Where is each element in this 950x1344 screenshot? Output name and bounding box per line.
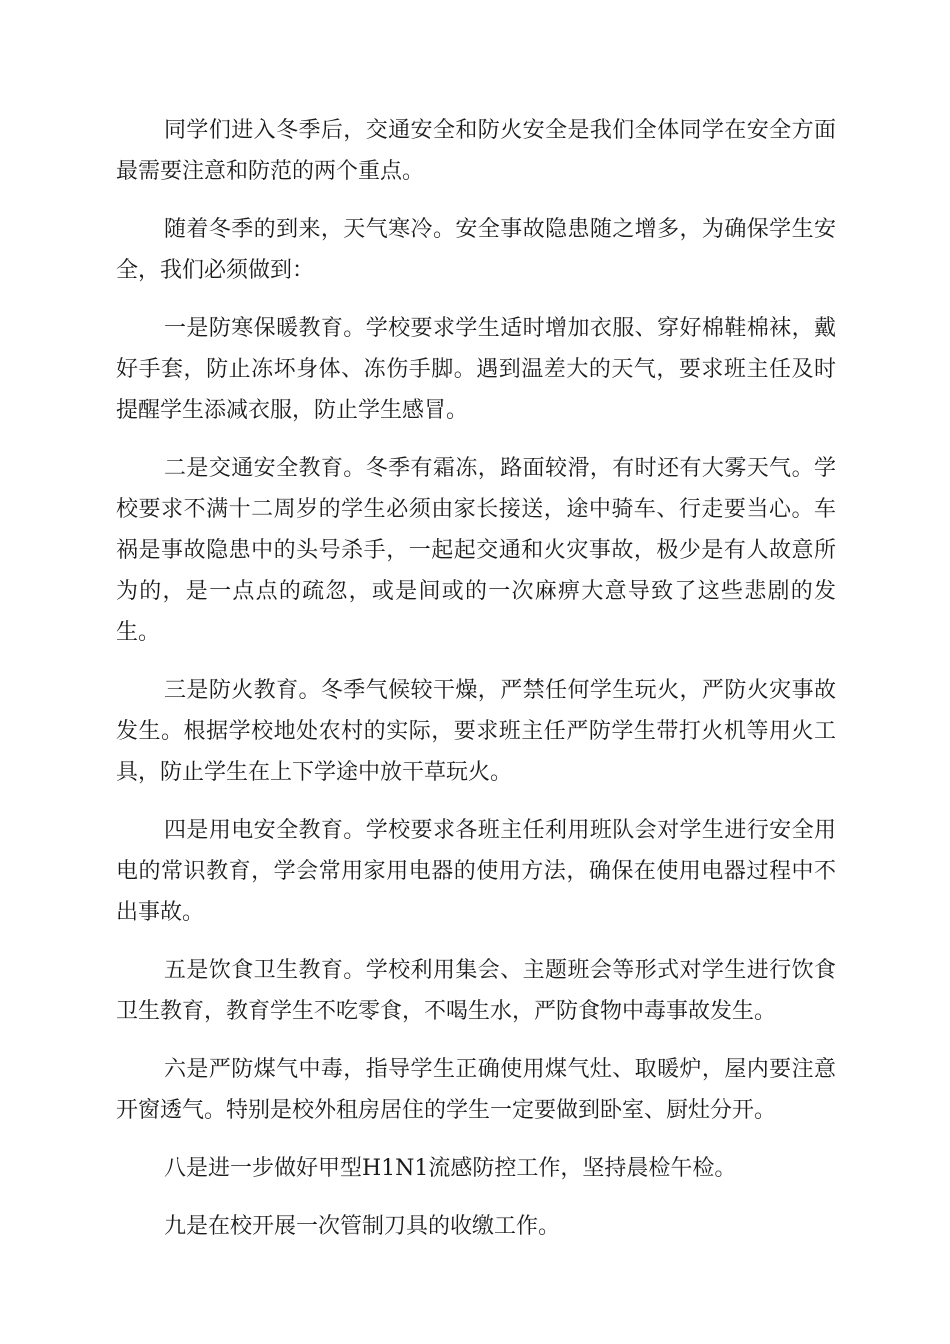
paragraph-food-hygiene: 五是饮食卫生教育。学校利用集会、主题班会等形式对学生进行饮食卫生教育，教育学生不吃零食，不喝生水，严防食物中毒事故发生。 (116, 958, 836, 1024)
paragraph-intro: 同学们进入冬季后，交通安全和防火安全是我们全体同学在安全方面最需要注意和防范的两个重点。 (116, 118, 836, 184)
paragraph-gas-poisoning: 六是严防煤气中毒，指导学生正确使用煤气灶、取暖炉，屋内要注意开窗透气。特别是校外租房居住的学生一定要做到卧室、厨灶分开。 (116, 1057, 836, 1123)
paragraph-electric-safety: 四是用电安全教育。学校要求各班主任利用班队会对学生进行安全用电的常识教育，学会常用家用电器的使用方法，确保在使用电器过程中不出事故。 (116, 818, 836, 925)
paragraph-cold-protection: 一是防寒保暖教育。学校要求学生适时增加衣服、穿好棉鞋棉袜，戴好手套，防止冻坏身体、冻伤手脚。遇到温差大的天气，要求班主任及时提醒学生添减衣服，防止学生感冒。 (116, 316, 836, 423)
paragraph-flu-prevention: 八是进一步做好甲型H1N1流感防控工作，坚持晨检午检。 (164, 1156, 737, 1181)
paragraph-fire-safety: 三是防火教育。冬季气候较干燥，严禁任何学生玩火，严防火灾事故发生。根据学校地处农村的实际，要求班主任严防学生带打火机等用火工具，防止学生在上下学途中放干草玩火。 (116, 678, 836, 785)
document-body (116, 110, 836, 1264)
paragraph-context: 随着冬季的到来，天气寒冷。安全事故隐患随之增多，为确保学生安全，我们必须做到： (116, 217, 836, 283)
paragraph-traffic-safety: 二是交通安全教育。冬季有霜冻，路面较滑，有时还有大雾天气。学校要求不满十二周岁的学生必须由家长接送，途中骑车、行走要当心。车祸是事故隐患中的头号杀手，一起起交通和火灾事故，极少是有人故意所为的，是一点点的疏忽，或是间或的一次麻痹大意导致了这些悲剧的发生。 (116, 456, 836, 645)
paragraph-knife-collection: 九是在校开展一次管制刀具的收缴工作。 (164, 1214, 561, 1239)
